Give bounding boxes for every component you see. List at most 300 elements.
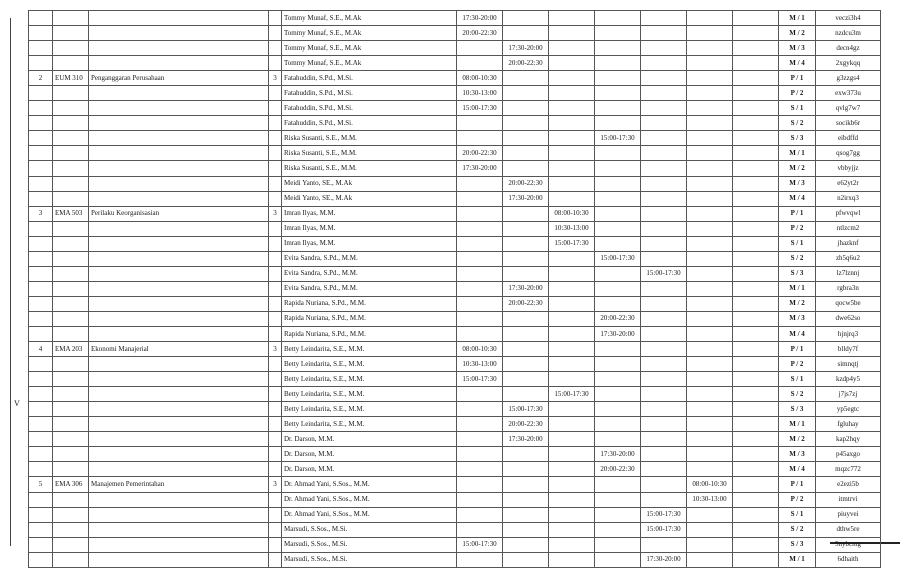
course-code (53, 522, 89, 537)
lecturer-name: Imran Ilyas, M.M. (282, 236, 457, 251)
time-slot-cell (549, 41, 595, 56)
time-slot-cell (457, 326, 503, 341)
time-slot-cell (457, 191, 503, 206)
table-row (29, 311, 881, 326)
time-slot-cell (549, 11, 595, 26)
class-code: M / 3 (779, 41, 816, 56)
course-name (89, 552, 269, 567)
course-name (89, 372, 269, 387)
row-number (29, 387, 53, 402)
course-code (53, 11, 89, 26)
class-code: M / 4 (779, 326, 816, 341)
time-slot-cell (641, 116, 687, 131)
credit-count (269, 26, 282, 41)
time-slot-cell (549, 537, 595, 552)
access-token: dthw5re (816, 522, 881, 537)
course-name (89, 251, 269, 266)
time-slot-cell (641, 26, 687, 41)
lecturer-name: Betty Leindarita, S.E., M.M. (282, 387, 457, 402)
time-slot-cell: 08:00-10:30 (687, 477, 733, 492)
time-slot-cell (503, 71, 549, 86)
credit-count (269, 372, 282, 387)
access-token: lz7lznnj (816, 266, 881, 281)
credit-count (269, 131, 282, 146)
table-row (29, 206, 881, 221)
access-token: kap2hqy (816, 432, 881, 447)
time-slot-cell (733, 417, 779, 432)
row-number (29, 432, 53, 447)
credit-count (269, 357, 282, 372)
course-code (53, 116, 89, 131)
course-name (89, 221, 269, 236)
time-slot-cell (687, 26, 733, 41)
credit-count (269, 492, 282, 507)
lecturer-name: Marsudi, S.Sos., M.Si. (282, 552, 457, 567)
time-slot-cell (595, 221, 641, 236)
row-number: 4 (29, 342, 53, 357)
course-code (53, 86, 89, 101)
time-slot-cell (457, 41, 503, 56)
time-slot-cell (641, 206, 687, 221)
time-slot-cell: 17:30-20:00 (503, 41, 549, 56)
time-slot-cell (549, 86, 595, 101)
time-slot-cell (733, 462, 779, 477)
class-code: S / 1 (779, 507, 816, 522)
time-slot-cell (641, 101, 687, 116)
time-slot-cell: 15:00-17:30 (549, 236, 595, 251)
time-slot-cell (687, 281, 733, 296)
time-slot-cell (503, 537, 549, 552)
lecturer-name: Betty Leindarita, S.E., M.M. (282, 417, 457, 432)
time-slot-cell (549, 326, 595, 341)
time-slot-cell: 15:00-17:30 (595, 251, 641, 266)
credit-count (269, 116, 282, 131)
table-row (29, 251, 881, 266)
access-token: 2xgykqq (816, 56, 881, 71)
credit-count (269, 266, 282, 281)
class-code: M / 2 (779, 26, 816, 41)
row-number (29, 492, 53, 507)
course-code (53, 251, 89, 266)
time-slot-cell: 20:00-22:30 (503, 176, 549, 191)
course-code (53, 191, 89, 206)
time-slot-cell: 15:00-17:30 (641, 266, 687, 281)
row-number (29, 266, 53, 281)
time-slot-cell: 08:00-10:30 (549, 206, 595, 221)
time-slot-cell (549, 492, 595, 507)
time-slot-cell (457, 477, 503, 492)
time-slot-cell (503, 342, 549, 357)
row-number (29, 326, 53, 341)
time-slot-cell (595, 146, 641, 161)
time-slot-cell (503, 161, 549, 176)
time-slot-cell (687, 206, 733, 221)
time-slot-cell (457, 251, 503, 266)
table-row (29, 296, 881, 311)
time-slot-cell (595, 552, 641, 567)
time-slot-cell (733, 146, 779, 161)
time-slot-cell (457, 176, 503, 191)
table-row (29, 477, 881, 492)
class-code: S / 2 (779, 522, 816, 537)
course-name (89, 86, 269, 101)
credit-count (269, 251, 282, 266)
time-slot-cell (641, 296, 687, 311)
table-row (29, 266, 881, 281)
access-token: zh5q6u2 (816, 251, 881, 266)
time-slot-cell (595, 191, 641, 206)
time-slot-cell (595, 116, 641, 131)
lecturer-name: Betty Leindarita, S.E., M.M. (282, 342, 457, 357)
time-slot-cell (733, 296, 779, 311)
time-slot-cell (641, 462, 687, 477)
time-slot-cell (687, 236, 733, 251)
table-row (29, 101, 881, 116)
access-token: rgbra3n (816, 281, 881, 296)
lecturer-name: Rapida Nuriana, S.Pd., M.M. (282, 326, 457, 341)
time-slot-cell: 10:30-13:00 (457, 357, 503, 372)
course-name (89, 191, 269, 206)
time-slot-cell (549, 251, 595, 266)
lecturer-name: Rapida Nuriana, S.Pd., M.M. (282, 311, 457, 326)
class-code: S / 3 (779, 266, 816, 281)
row-number (29, 447, 53, 462)
time-slot-cell (641, 387, 687, 402)
lecturer-name: Marsudi, S.Sos., M.Si. (282, 522, 457, 537)
time-slot-cell (733, 387, 779, 402)
time-slot-cell (641, 537, 687, 552)
table-row (29, 462, 881, 477)
access-token: exw373u (816, 86, 881, 101)
time-slot-cell (595, 71, 641, 86)
time-slot-cell (733, 326, 779, 341)
time-slot-cell (733, 221, 779, 236)
time-slot-cell (733, 522, 779, 537)
row-number (29, 26, 53, 41)
lecturer-name: Fatahuddin, S.Pd., M.Si. (282, 86, 457, 101)
time-slot-cell (687, 387, 733, 402)
credit-count (269, 311, 282, 326)
credit-count (269, 537, 282, 552)
access-token: p45axgo (816, 447, 881, 462)
time-slot-cell (733, 56, 779, 71)
course-name (89, 56, 269, 71)
course-code (53, 387, 89, 402)
table-row (29, 281, 881, 296)
time-slot-cell (595, 41, 641, 56)
time-slot-cell (549, 462, 595, 477)
time-slot-cell (503, 266, 549, 281)
time-slot-cell (549, 552, 595, 567)
time-slot-cell (457, 462, 503, 477)
row-number (29, 41, 53, 56)
time-slot-cell (641, 417, 687, 432)
row-number (29, 116, 53, 131)
lecturer-name: Dr. Ahmad Yani, S.Sos., M.M. (282, 492, 457, 507)
table-row (29, 492, 881, 507)
credit-count (269, 56, 282, 71)
time-slot-cell (503, 492, 549, 507)
time-slot-cell (457, 552, 503, 567)
time-slot-cell (457, 281, 503, 296)
time-slot-cell (687, 11, 733, 26)
time-slot-cell: 17:30-20:00 (503, 191, 549, 206)
time-slot-cell (457, 206, 503, 221)
class-code: M / 2 (779, 296, 816, 311)
time-slot-cell (457, 116, 503, 131)
row-number (29, 176, 53, 191)
time-slot-cell (687, 552, 733, 567)
lecturer-name: Fatahuddin, S.Pd., M.Si. (282, 71, 457, 86)
course-code (53, 266, 89, 281)
access-token: itmtrvi (816, 492, 881, 507)
lecturer-name: Riska Susanti, S.E., M.M. (282, 161, 457, 176)
course-code (53, 41, 89, 56)
time-slot-cell (549, 161, 595, 176)
course-name: Ekonomi Manajerial (89, 342, 269, 357)
time-slot-cell (549, 507, 595, 522)
credit-count (269, 432, 282, 447)
lecturer-name: Tommy Munaf, S.E., M.Ak (282, 26, 457, 41)
schedule-body (29, 11, 881, 568)
time-slot-cell (503, 101, 549, 116)
table-row (29, 342, 881, 357)
row-number (29, 522, 53, 537)
row-number (29, 11, 53, 26)
time-slot-cell (503, 311, 549, 326)
course-name (89, 236, 269, 251)
time-slot-cell (687, 507, 733, 522)
time-slot-cell (733, 342, 779, 357)
time-slot-cell (595, 357, 641, 372)
time-slot-cell (595, 296, 641, 311)
time-slot-cell: 10:30-13:00 (687, 492, 733, 507)
time-slot-cell: 15:00-17:30 (457, 101, 503, 116)
lecturer-name: Dr. Ahmad Yani, S.Sos., M.M. (282, 477, 457, 492)
time-slot-cell (641, 311, 687, 326)
class-code: P / 2 (779, 357, 816, 372)
class-code: M / 3 (779, 447, 816, 462)
time-slot-cell (595, 176, 641, 191)
time-slot-cell (733, 357, 779, 372)
class-code: M / 4 (779, 56, 816, 71)
course-name (89, 492, 269, 507)
access-token: mqzc772 (816, 462, 881, 477)
time-slot-cell (595, 26, 641, 41)
time-slot-cell (503, 206, 549, 221)
time-slot-cell (595, 432, 641, 447)
course-name (89, 462, 269, 477)
table-row (29, 326, 881, 341)
time-slot-cell (457, 402, 503, 417)
credit-count (269, 402, 282, 417)
lecturer-name: Meidi Yanto, SE., M.Ak (282, 191, 457, 206)
time-slot-cell (457, 56, 503, 71)
course-code: EMA 306 (53, 477, 89, 492)
course-name (89, 357, 269, 372)
time-slot-cell (457, 447, 503, 462)
credit-count (269, 161, 282, 176)
time-slot-cell (733, 477, 779, 492)
course-code: EUM 310 (53, 71, 89, 86)
credit-count: 3 (269, 206, 282, 221)
time-slot-cell: 15:00-17:30 (641, 522, 687, 537)
access-token: 6dhaith (816, 552, 881, 567)
lecturer-name: Betty Leindarita, S.E., M.M. (282, 372, 457, 387)
table-row (29, 161, 881, 176)
table-row (29, 116, 881, 131)
course-code: EMA 203 (53, 342, 89, 357)
time-slot-cell: 20:00-22:30 (457, 146, 503, 161)
time-slot-cell (641, 41, 687, 56)
time-slot-cell (549, 402, 595, 417)
time-slot-cell (549, 131, 595, 146)
time-slot-cell (595, 281, 641, 296)
course-code (53, 402, 89, 417)
row-number (29, 251, 53, 266)
time-slot-cell (549, 71, 595, 86)
access-token: veczi3h4 (816, 11, 881, 26)
row-number (29, 86, 53, 101)
lecturer-name: Imran Ilyas, M.M. (282, 206, 457, 221)
time-slot-cell (733, 41, 779, 56)
class-code: S / 3 (779, 131, 816, 146)
lecturer-name: Riska Susanti, S.E., M.M. (282, 146, 457, 161)
course-name (89, 281, 269, 296)
time-slot-cell (641, 281, 687, 296)
time-slot-cell (549, 522, 595, 537)
course-name (89, 176, 269, 191)
time-slot-cell: 20:00-22:30 (595, 462, 641, 477)
time-slot-cell (733, 26, 779, 41)
class-code: M / 1 (779, 11, 816, 26)
credit-count (269, 462, 282, 477)
time-slot-cell (457, 296, 503, 311)
credit-count (269, 101, 282, 116)
time-slot-cell (641, 221, 687, 236)
time-slot-cell (595, 161, 641, 176)
lecturer-name: Rapida Nuriana, S.Pd., M.M. (282, 296, 457, 311)
time-slot-cell (595, 86, 641, 101)
table-row (29, 71, 881, 86)
course-code (53, 311, 89, 326)
course-code (53, 161, 89, 176)
row-number (29, 236, 53, 251)
row-number (29, 296, 53, 311)
table-row (29, 357, 881, 372)
time-slot-cell: 10:30-13:00 (549, 221, 595, 236)
semester-label: V (14, 399, 20, 408)
lecturer-name: Dr. Darson, M.M. (282, 432, 457, 447)
access-token: pfwvqwl (816, 206, 881, 221)
row-number: 2 (29, 71, 53, 86)
credit-count (269, 41, 282, 56)
course-name (89, 387, 269, 402)
course-name (89, 266, 269, 281)
row-number (29, 357, 53, 372)
time-slot-cell (687, 372, 733, 387)
access-token: dwe62so (816, 311, 881, 326)
access-token: g3zzgs4 (816, 71, 881, 86)
course-code (53, 537, 89, 552)
time-slot-cell (457, 131, 503, 146)
class-code: P / 2 (779, 221, 816, 236)
time-slot-cell (503, 116, 549, 131)
time-slot-cell (687, 266, 733, 281)
credit-count (269, 236, 282, 251)
table-row (29, 41, 881, 56)
time-slot-cell (595, 11, 641, 26)
time-slot-cell (733, 206, 779, 221)
class-code: M / 1 (779, 417, 816, 432)
time-slot-cell (641, 326, 687, 341)
credit-count (269, 11, 282, 26)
table-row (29, 537, 881, 552)
time-slot-cell (641, 86, 687, 101)
table-row (29, 507, 881, 522)
time-slot-cell (549, 146, 595, 161)
time-slot-cell (687, 432, 733, 447)
time-slot-cell (457, 221, 503, 236)
course-name (89, 296, 269, 311)
time-slot-cell (733, 191, 779, 206)
time-slot-cell: 17:30-20:00 (457, 161, 503, 176)
time-slot-cell (733, 71, 779, 86)
time-slot-cell (733, 311, 779, 326)
time-slot-cell (503, 477, 549, 492)
row-number (29, 161, 53, 176)
course-name: Penganggaran Perusahaan (89, 71, 269, 86)
time-slot-cell (733, 537, 779, 552)
row-number: 3 (29, 206, 53, 221)
time-slot-cell (733, 492, 779, 507)
time-slot-cell: 08:00-10:30 (457, 71, 503, 86)
row-number (29, 191, 53, 206)
course-code (53, 462, 89, 477)
time-slot-cell (641, 492, 687, 507)
row-number (29, 101, 53, 116)
lecturer-name: Imran Ilyas, M.M. (282, 221, 457, 236)
course-code (53, 26, 89, 41)
time-slot-cell (503, 86, 549, 101)
access-token: nzdcu3m (816, 26, 881, 41)
time-slot-cell (641, 71, 687, 86)
credit-count (269, 387, 282, 402)
time-slot-cell (595, 507, 641, 522)
row-number (29, 537, 53, 552)
table-row (29, 372, 881, 387)
time-slot-cell (503, 146, 549, 161)
time-slot-cell (549, 26, 595, 41)
access-token: jhazknf (816, 236, 881, 251)
course-code (53, 101, 89, 116)
class-code: P / 2 (779, 492, 816, 507)
class-code: M / 1 (779, 552, 816, 567)
table-row (29, 432, 881, 447)
time-slot-cell (457, 432, 503, 447)
time-slot-cell (549, 311, 595, 326)
access-token: j7js7zj (816, 387, 881, 402)
time-slot-cell (595, 56, 641, 71)
row-number (29, 417, 53, 432)
time-slot-cell (641, 11, 687, 26)
access-token: eibdffd (816, 131, 881, 146)
course-name (89, 26, 269, 41)
course-code (53, 236, 89, 251)
class-code: S / 1 (779, 101, 816, 116)
time-slot-cell (733, 101, 779, 116)
time-slot-cell (503, 236, 549, 251)
